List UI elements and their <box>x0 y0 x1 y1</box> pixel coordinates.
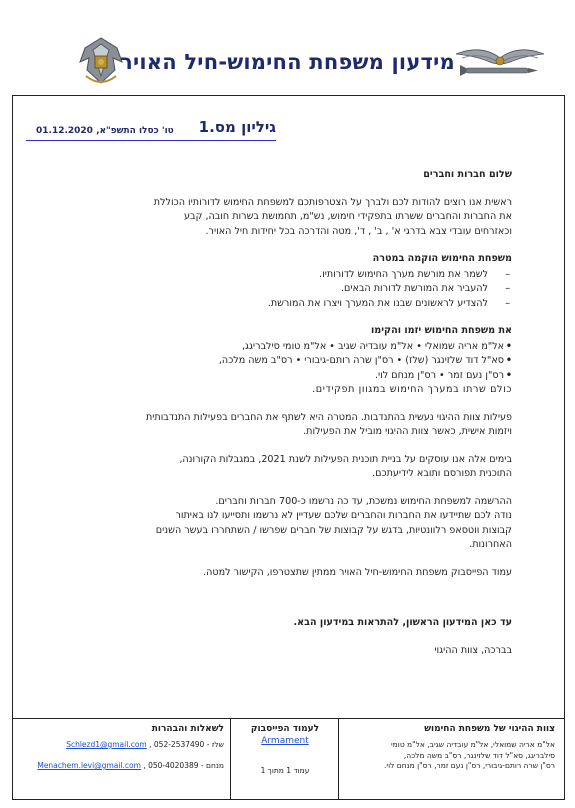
goals-list <box>62 268 512 312</box>
page-info: עמוד 1 מתוך 1 <box>260 766 310 775</box>
signoff: בברכה, צוות ההיגוי <box>434 644 512 656</box>
contact-email[interactable]: Menachem.levi@gmail.com <box>37 761 141 770</box>
footer-separator <box>230 718 231 800</box>
wings-missile-emblem-icon <box>452 40 548 86</box>
contact-row <box>20 761 224 770</box>
goals-heading: משפחת החימוש הוקמה במטרה <box>372 253 512 264</box>
intro-line: את החברות והחברים ששרתו בתפקידי חימוש, נש"מ, תחמושת בשרות חובה, קבע <box>184 211 512 222</box>
registration-line: נודה לכם שתיידעו את החברות והחברים שלכם שעדיין לא נרשמו ותסייעו לנו באיתור <box>175 510 512 521</box>
registration-line: קבוצות ווטסאפ רלוונטיות, בדגש על קבוצות של חברים שפרשו / השתחררו בעשר השנים <box>155 524 512 536</box>
issue-gregorian-date: 01.12.2020 <box>36 126 93 136</box>
contact-phone: 050-4020389 , <box>143 761 199 770</box>
contact-phone: 052-2537490 , <box>149 740 205 749</box>
founders-list <box>62 340 512 384</box>
founders-heading: את משפחת החימוש יזמו והקימו <box>371 325 512 336</box>
issue-header <box>26 114 276 141</box>
footer-steering-team <box>345 718 555 800</box>
goal-item: – להעביר את המורשת לדורות הבאים. <box>62 282 488 297</box>
activity-line: ויזמות אישית, כאשר צוות ההיגוי מוביל את הפעילות. <box>303 426 512 437</box>
issue-date <box>36 126 174 136</box>
plan-line: בימים אלה אנו עוסקים על בניית תוכנית הפעילות לשנת 2021, במגבלות הקורונה, <box>179 453 512 465</box>
newsletter-body <box>62 168 512 658</box>
closing-line: עד כאן המידעון הראשון, להתראות במידעון הבא. <box>293 617 512 628</box>
intro-line: וכאזרחים עובדי צבא בדרגי א' , ב' , ד', מטה והדרכה בכל יחידות חיל האויר. <box>205 225 512 237</box>
facebook-paragraph: עמוד הפייסבוק משפחת החימוש-חיל האויר ממתין שתצטרפו, הקישור למטה. <box>203 566 512 578</box>
goal-item: – לשמר את מורשת מערך החימוש לדורותיו. <box>62 268 488 283</box>
contact-row <box>20 740 224 749</box>
contact-name: מנחם - <box>200 761 224 770</box>
facebook-link[interactable]: Armament <box>261 736 309 746</box>
founders-item: • רס"ן נעם זמר • רס"ן מנחם לוי. <box>62 369 512 384</box>
steering-line: אל"מ אריה שמואלי, אל"מ עובדיה שגיב, אל"מ טומי <box>391 740 555 749</box>
activity-line: פעילות צוות ההיגוי נעשית בהתנדבות. המטרה היא לשתף את החברים בפעילות התנדבותית <box>145 411 512 423</box>
contact-name: שלז - <box>206 740 224 749</box>
registration-paragraph <box>62 495 512 553</box>
intro-line: ראשית אנו רוצים להודות לכם ולברך על הצטרפותכם למשפחת החימוש לדורותיו הכוללת <box>153 196 512 208</box>
registration-line: האחרונות. <box>469 539 512 550</box>
steering-line: סילבריגג, סא"ל דוד שלזינגר, רס"ב משה מלכה, <box>403 750 555 760</box>
steering-line: רס"ן שרה רותם-גיבורי, רס"ן נעם זמר, רס"ן מנחם לוי. <box>384 761 555 770</box>
greeting: שלום חברות וחברים <box>423 169 512 180</box>
questions-title: לשאלות והבהרות <box>151 724 224 734</box>
plan-paragraph <box>62 453 512 482</box>
footer-facebook <box>236 718 334 800</box>
contact-email[interactable]: Schlezd1@gmail.com <box>66 740 147 749</box>
activity-paragraph <box>62 411 512 440</box>
page-title: מידעון משפחת החימוש-חיל האויר <box>120 50 455 74</box>
registration-line: ההרשמה למשפחת החימוש נמשכת, עד כה נרשמו כ-700 חברות וחברים. <box>215 495 512 507</box>
issue-number: גיליון מס.1 <box>198 118 276 136</box>
footer-separator <box>338 718 339 800</box>
intro-paragraph <box>62 196 512 240</box>
header <box>0 0 575 95</box>
founders-item: • אל"מ אריה שמואלי • אל"מ עובדיה שגיב • אל"מ טומי סילבריגג, <box>62 340 512 355</box>
goal-item: – להצדיע לראשונים שבנו את המערך ויצרו את המורשת. <box>62 297 488 312</box>
facebook-title: לעמוד הפייסבוק <box>250 724 320 734</box>
issue-hebrew-date: טו' כסלו התשפ"א, <box>96 126 174 136</box>
footer-contact <box>20 718 224 800</box>
founders-note: כולם שרתו במערך החימוש במגוון תפקידים. <box>312 384 512 395</box>
founders-item: • סא"ל דוד שלזינגר (שלז) • רס"ן שרה רותם-גיבורי • רס"ב משה מלכה, <box>62 354 512 369</box>
plan-line: התוכנית תפורסם ותובא לידיעתכם. <box>372 468 512 479</box>
steering-title: צוות ההיגוי של משפחת החימוש <box>424 724 555 734</box>
